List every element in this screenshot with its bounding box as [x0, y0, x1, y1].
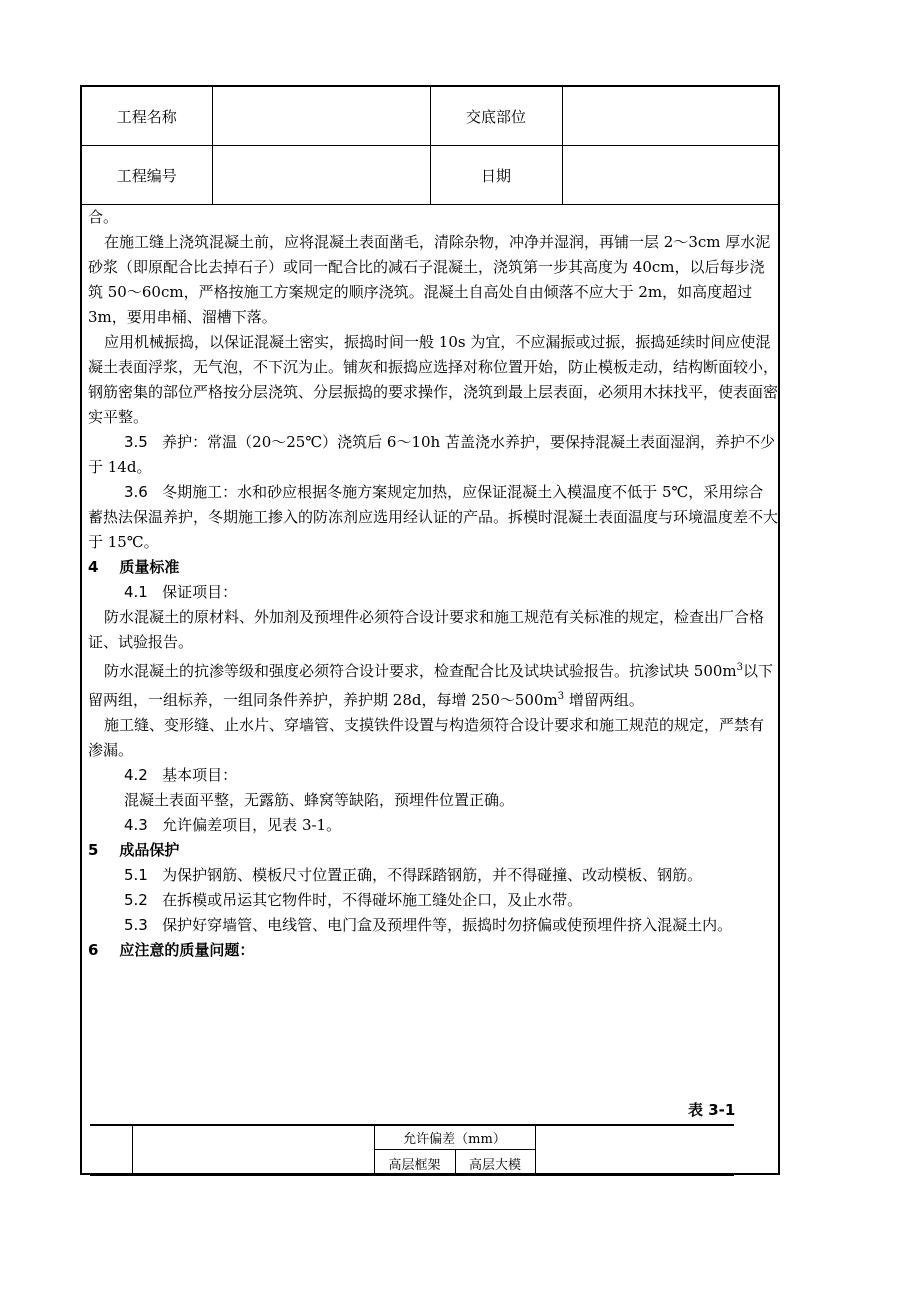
header-table	[82, 87, 778, 205]
paragraph	[88, 655, 778, 713]
date-label: 日期	[430, 146, 562, 205]
section-text: 保护好穿墙管、电线管、电门盒及预埋件等，振捣时勿挤偏或使预埋件挤入混凝土内。	[162, 916, 733, 934]
paragraph: 应用机械振捣，以保证混凝土密实，振捣时间一般 10s 为宜，不应漏振或过振，振捣延续时间应使混凝土表面浮浆，无气泡，不下沉为止。铺灰和振捣应选择对称位置开始，防止模板走动，结构断面较小，钢筋密集的部位严格按分层浇筑、分层振捣的要求操作，浇筑到最上层表面，必须用木抹找平，使表面密实平整。	[88, 333, 779, 426]
text-run: 以下留两组，一组标养，一组同条件养护，养护期 28d，每增 250～500m	[88, 662, 774, 709]
section-number: 5.1	[124, 866, 148, 884]
heading-text: 质量标准	[119, 558, 180, 576]
section-5-1	[88, 863, 778, 888]
section-text: 允许偏差项目，见表 3-1。	[162, 816, 342, 834]
section-text: 养护：常温（20～25℃）浇筑后 6～10h 苫盖浇水养护，要保持混凝土表面湿润，养护不少于 14d。	[88, 433, 775, 476]
heading-text: 应注意的质量问题：	[119, 941, 255, 959]
section-5-2	[88, 888, 778, 913]
section-number: 5.3	[124, 916, 148, 934]
table-bottom-rule	[90, 1174, 734, 1176]
section-number: 4.3	[124, 816, 148, 834]
tolerance-group-header: 允许偏差（mm）	[403, 1132, 506, 1147]
heading-4	[88, 555, 778, 580]
section-number: 4.2	[124, 766, 148, 784]
col-high-frame: 高层框架	[388, 1158, 441, 1173]
body-text	[88, 205, 778, 963]
col-high-formwork: 高层大模	[468, 1158, 521, 1173]
text-run: 防水混凝土的抗渗等级和强度必须符合设计要求，检查配合比及试块试验报告。抗渗试块 500m	[104, 662, 737, 680]
paragraph: 在施工缝上浇筑混凝土前，应将混凝土表面凿毛，清除杂物，冲净并湿润，再铺一层 2～3cm 厚水泥砂浆（即原配合比去掉石子）或同一配合比的减石子混凝土，浇筑第一步其高度为 40cm，以后每步浇筑 50～60cm，严格按施工方案规定的顺序浇筑。混凝土自高处自由倾落不应大于 2m，如高度超过 3m，要用串桶、溜槽下落。	[88, 233, 771, 326]
section-text: 保证项目：	[162, 583, 238, 601]
superscript: 3	[736, 662, 744, 673]
section-number: 4.1	[124, 583, 148, 601]
handover-part-label: 交底部位	[430, 87, 562, 146]
heading-number: 6	[88, 941, 99, 959]
heading-number: 5	[88, 841, 99, 859]
section-4-2	[88, 763, 778, 788]
heading-number: 4	[88, 558, 99, 576]
heading-5	[88, 838, 778, 863]
heading-6	[88, 938, 778, 963]
section-text: 为保护钢筋、模板尺寸位置正确，不得踩踏钢筋，并不得碰撞、改动模板、钢筋。	[162, 866, 703, 884]
table-top-rule	[90, 1124, 734, 1126]
section-number: 5.2	[124, 891, 148, 909]
date-value	[562, 146, 778, 205]
section-text: 基本项目：	[162, 766, 238, 784]
tolerance-table	[90, 1124, 734, 1176]
paragraph: 混凝土表面平整，无露筋、蜂窝等缺陷，预埋件位置正确。	[124, 791, 515, 809]
section-3-6	[88, 480, 778, 555]
project-no-label: 工程编号	[82, 146, 212, 205]
table-subheader-rule	[374, 1149, 535, 1150]
project-name-value	[212, 87, 430, 146]
project-no-value	[212, 146, 430, 205]
table-col-divider	[535, 1124, 536, 1174]
document-frame	[80, 85, 780, 1175]
section-number: 3.6	[124, 483, 148, 501]
section-5-3	[88, 913, 778, 938]
heading-text: 成品保护	[119, 841, 180, 859]
text-run: 增留两组。	[564, 691, 644, 709]
paragraph: 合。	[88, 208, 119, 226]
section-3-5	[88, 430, 778, 480]
superscript: 3	[557, 691, 565, 702]
handover-part-value	[562, 87, 778, 146]
paragraph: 施工缝、变形缝、止水片、穿墙管、支摸铁件设置与构造须符合设计要求和施工规范的规定，严禁有渗漏。	[88, 716, 765, 759]
section-text: 冬期施工：水和砂应根据冬施方案规定加热，应保证混凝土入模温度不低于 5℃，采用综合蓄热法保温养护，冬期施工掺入的防冻剂应选用经认证的产品。拆模时混凝土表面温度与环境温度差不大于 15℃。	[88, 483, 779, 551]
table-caption: 表 3-1	[688, 1101, 736, 1119]
section-4-1	[88, 580, 778, 605]
project-name-label: 工程名称	[82, 87, 212, 146]
section-number: 3.5	[124, 433, 148, 451]
table-col-divider	[132, 1124, 133, 1174]
section-text: 在拆模或吊运其它物件时，不得碰坏施工缝处企口，及止水带。	[162, 891, 583, 909]
paragraph: 防水混凝土的原材料、外加剂及预埋件必须符合设计要求和施工规范有关标准的规定，检查出厂合格证、试验报告。	[88, 608, 765, 651]
section-4-3	[88, 813, 778, 838]
